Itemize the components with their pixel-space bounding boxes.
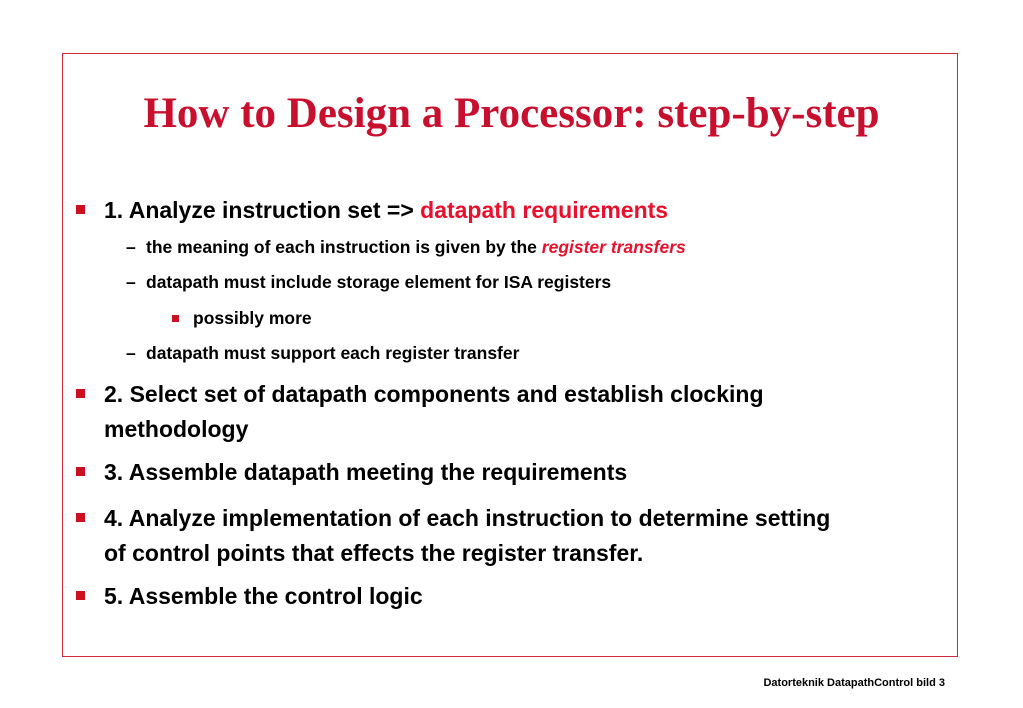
- slide-footer: Datorteknik DatapathControl bild 3: [763, 677, 945, 689]
- bullet-item-4-line-1: 4. Analyze implementation of each instruction to determine setting: [104, 505, 831, 531]
- square-bullet-icon: [76, 513, 85, 522]
- square-bullet-icon: [76, 591, 85, 600]
- register-transfers-emphasis: register transfers: [541, 237, 686, 257]
- sub-bullet-1-3-text: datapath must support each register transfer: [146, 343, 520, 363]
- bullet-item-5-text: 5. Assemble the control logic: [104, 583, 423, 609]
- dash-bullet-icon: –: [126, 272, 136, 292]
- dash-bullet-icon: –: [126, 343, 136, 363]
- sub-bullet-1-1-text: [146, 234, 686, 260]
- sub-bullet-1-2-text: datapath must include storage element for ISA registers: [146, 272, 612, 292]
- bullet-item-1-text: [104, 193, 668, 227]
- dash-bullet-icon: –: [126, 237, 136, 257]
- bullet-item-1-label: 1. Analyze instruction set =>: [104, 197, 414, 223]
- bullet-item-3-text: 3. Assemble datapath meeting the requirements: [104, 459, 628, 485]
- square-bullet-icon: [76, 467, 85, 476]
- square-bullet-icon: [76, 205, 85, 214]
- square-bullet-icon: [172, 315, 179, 322]
- square-bullet-icon: [76, 389, 85, 398]
- sub-sub-bullet-1-2-1-text: possibly more: [193, 308, 312, 328]
- slide-title: How to Design a Processor: step-by-step: [143, 90, 880, 137]
- datapath-requirements-emphasis: datapath requirements: [420, 197, 669, 223]
- sub-bullet-1-1-label: the meaning of each instruction is given by the: [146, 237, 537, 257]
- bullet-item-2-line-1: 2. Select set of datapath components and establish clocking: [104, 381, 764, 407]
- bullet-item-4-line-2: of control points that effects the register transfer.: [104, 540, 644, 566]
- bullet-item-2-line-2: methodology: [104, 416, 249, 442]
